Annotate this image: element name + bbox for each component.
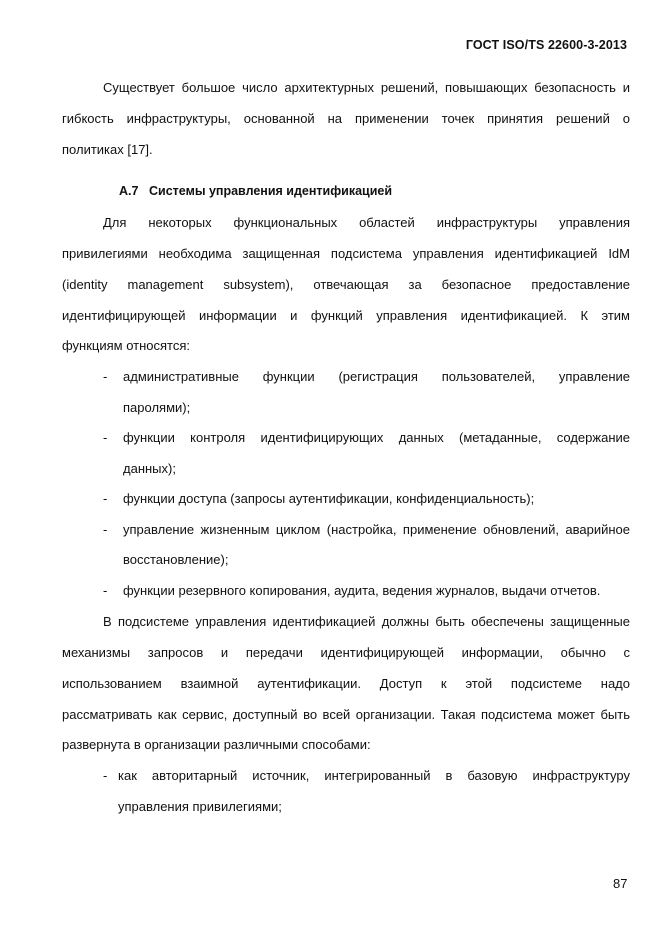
bullet-dash: -: [103, 430, 108, 445]
section-heading: [119, 184, 392, 198]
bullet1-item3-line1: функции доступа (запросы аутентификации, конфиденциальность);: [123, 491, 535, 506]
bullet2-item1-line1: как авторитарный источник, интегрированный в базовую инфраструктуру: [118, 768, 630, 783]
para2-line-1: Для некоторых функциональных областей инфраструктуры управления: [103, 215, 630, 230]
bullet-dash: -: [103, 491, 108, 506]
bullet1-item4-line1: управление жизненным циклом (настройка, применение обновлений, аварийное: [123, 522, 630, 537]
para1-line-2: гибкость инфраструктуры, основанной на применении точек принятия решений о: [62, 111, 630, 126]
page-number: 87: [613, 876, 628, 891]
bullet-dash: -: [103, 369, 108, 384]
document-header: ГОСТ ISO/TS 22600-3-2013: [465, 38, 627, 52]
para3-line-2: механизмы запросов и передачи идентифицирующей информации, обычно с: [62, 645, 630, 660]
para1-line-3: политиках [17].: [62, 142, 153, 157]
para3-line-3: использованием взаимной аутентификации. Доступ к этой подсистеме надо: [62, 676, 630, 691]
bullet1-item4-line2: восстановление);: [123, 552, 229, 567]
bullet1-item2-line1: функции контроля идентифицирующих данных (метаданные, содержание: [123, 430, 630, 445]
para2-line-5: функциям относятся:: [62, 338, 191, 353]
bullet1-item5-line1: функции резервного копирования, аудита, ведения журналов, выдачи отчетов.: [123, 583, 601, 598]
bullet1-item2-line2: данных);: [123, 461, 176, 476]
bullet-dash: -: [103, 522, 108, 537]
bullet1-item1-line1: административные функции (регистрация пользователей, управление: [123, 369, 630, 384]
para3-line-1: В подсистеме управления идентификацией должны быть обеспечены защищенные: [103, 614, 630, 629]
section-number: А.7: [119, 184, 139, 198]
para3-line-4: рассматривать как сервис, доступный во всей организации. Такая подсистема может быть: [62, 707, 630, 722]
para3-line-5: развернута в организации различными способами:: [62, 737, 371, 752]
para1-line-1: Существует большое число архитектурных решений, повышающих безопасность и: [103, 80, 630, 95]
para2-line-4: идентифицирующей информации и функций управления идентификацией. К этим: [62, 308, 630, 323]
bullet2-item1-line2: управления привилегиями;: [118, 799, 282, 814]
para2-line-2: привилегиями необходима защищенная подсистема управления идентификацией IdM: [62, 246, 630, 261]
section-title: Системы управления идентификацией: [149, 184, 393, 198]
bullet-dash: -: [103, 583, 108, 598]
para2-line-3: (identity management subsystem), отвечающая за безопасное предоставление: [62, 277, 630, 292]
bullet-dash: -: [103, 768, 108, 783]
bullet1-item1-line2: паролями);: [123, 400, 191, 415]
